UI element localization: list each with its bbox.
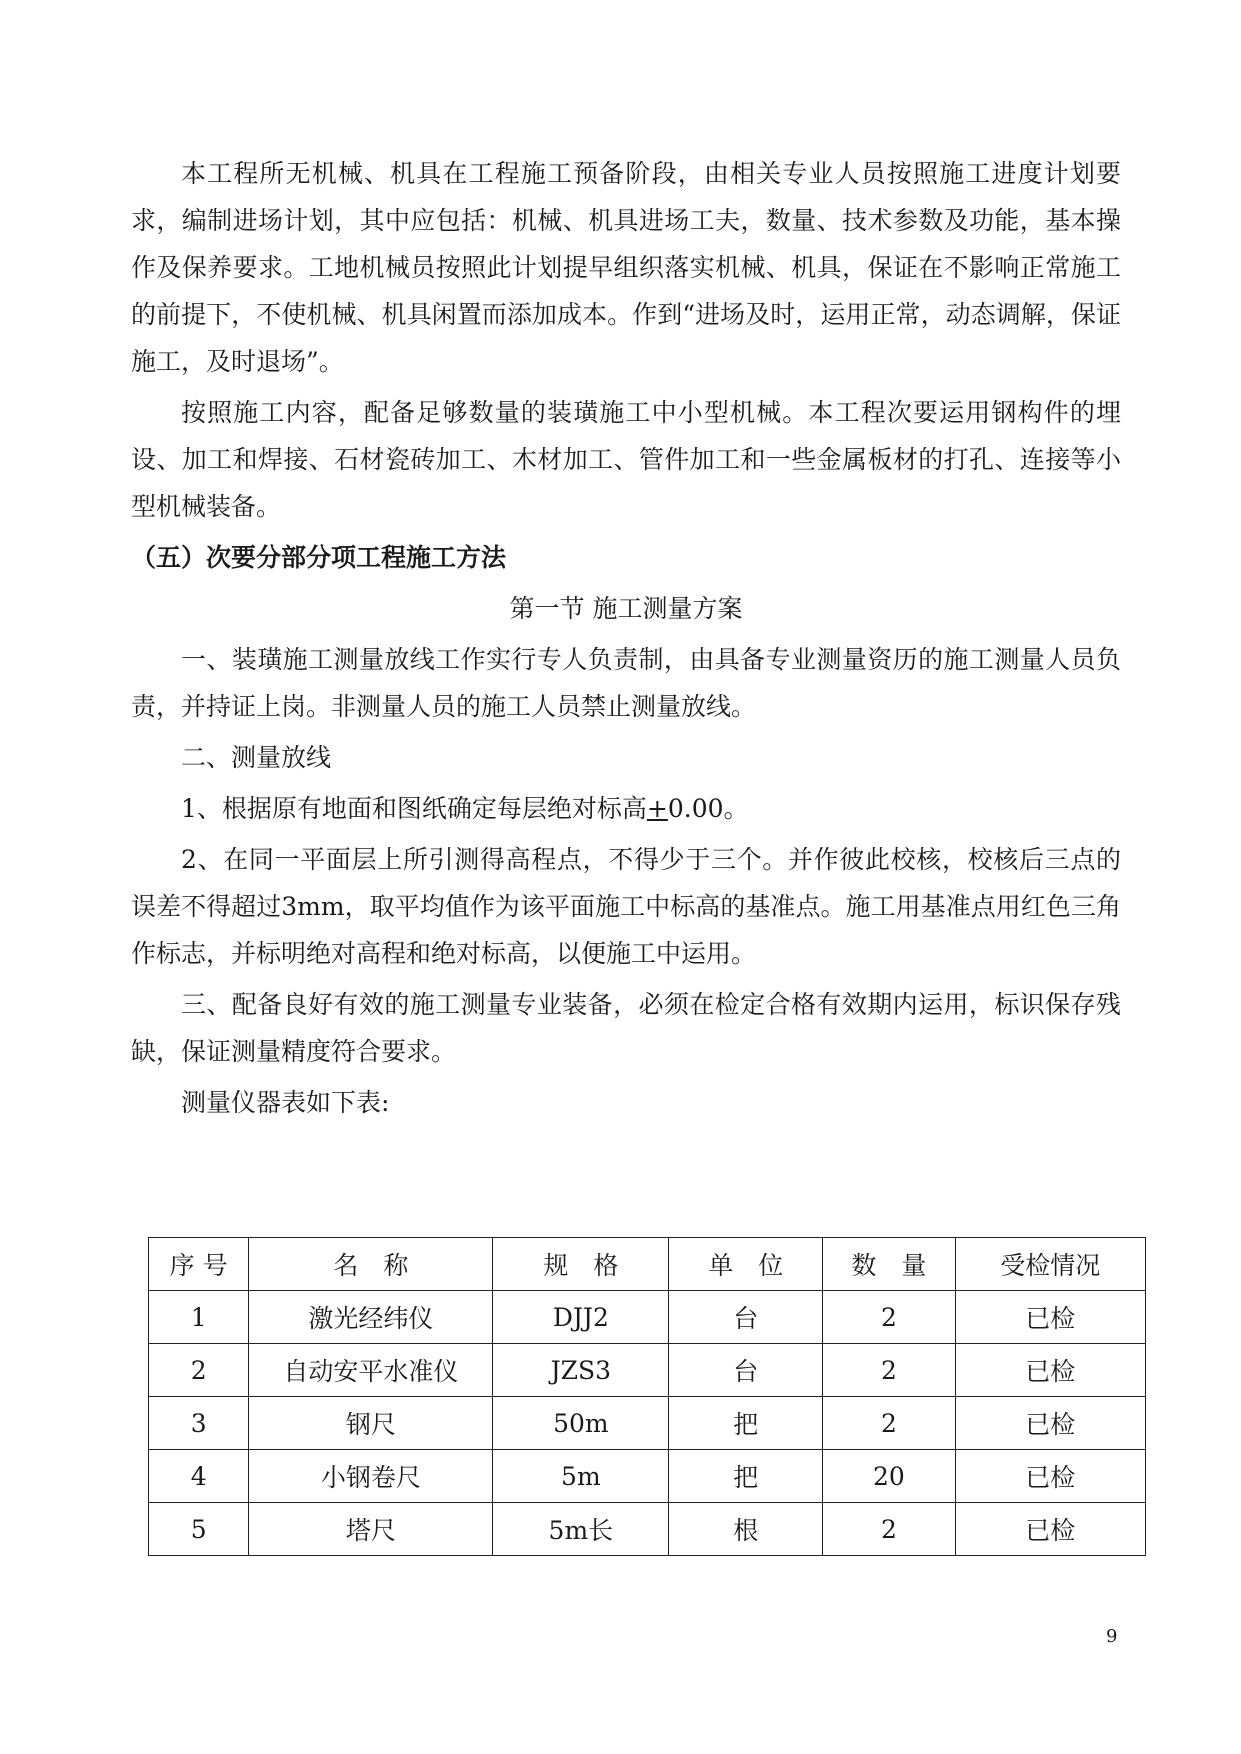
cell-spec: 5m bbox=[493, 1450, 669, 1503]
item-elevation-text: 1、根据原有地面和图纸确定每层绝对标高 bbox=[181, 794, 647, 823]
paragraph-machinery-plan: 本工程所无机械、机具在工程施工预备阶段，由相关专业人员按照施工进度计划要求，编制进场计划，其中应包括：机械、机具进场工夫，数量、技术参数及功能，基本操作及保养要求。工地机械员按照此计划提早组织落实机械、机具，保证在不影响正常施工的前提下，不使机械、机具闲置而添加成本。作到“进场及时，运用正常，动态调解，保证施工，及时退场”。 bbox=[131, 159, 1121, 376]
plus-minus-sign: + bbox=[646, 794, 668, 823]
table-row bbox=[149, 1344, 1146, 1397]
cell-check: 已检 bbox=[955, 1291, 1145, 1344]
cell-seq: 4 bbox=[149, 1450, 249, 1503]
cell-seq: 2 bbox=[149, 1344, 249, 1397]
cell-name: 激光经纬仪 bbox=[249, 1291, 493, 1344]
cell-check: 已检 bbox=[955, 1344, 1145, 1397]
sub-title: 第一节 施工测量方案 bbox=[509, 594, 743, 623]
cell-unit: 根 bbox=[669, 1503, 823, 1556]
cell-spec: 5m长 bbox=[493, 1503, 669, 1556]
table-header-row bbox=[149, 1238, 1146, 1291]
item-survey-heading: 二、测量放线 bbox=[181, 743, 332, 772]
cell-qty: 2 bbox=[823, 1503, 955, 1556]
cell-seq: 5 bbox=[149, 1503, 249, 1556]
cell-unit: 台 bbox=[669, 1344, 823, 1397]
cell-name: 钢尺 bbox=[249, 1397, 493, 1450]
cell-spec: JZS3 bbox=[493, 1344, 669, 1397]
cell-check: 已检 bbox=[955, 1397, 1145, 1450]
item-elevation-value: 0.00。 bbox=[667, 794, 749, 823]
table-row bbox=[149, 1503, 1146, 1556]
table-row bbox=[149, 1291, 1146, 1344]
cell-qty: 2 bbox=[823, 1344, 955, 1397]
table-intro: 测量仪器表如下表: bbox=[181, 1088, 390, 1117]
body-text bbox=[131, 150, 1121, 1130]
page-number: 9 bbox=[1106, 1626, 1118, 1647]
header-seq: 序 号 bbox=[149, 1238, 249, 1291]
table-row bbox=[149, 1397, 1146, 1450]
cell-unit: 把 bbox=[669, 1397, 823, 1450]
cell-qty: 20 bbox=[823, 1450, 955, 1503]
cell-qty: 2 bbox=[823, 1291, 955, 1344]
header-spec: 规 格 bbox=[493, 1238, 669, 1291]
item-benchmark: 2、在同一平面层上所引测得高程点，不得少于三个。并作彼此校核，校核后三点的误差不得超过3mm，取平均值作为该平面施工中标高的基准点。施工用基准点用红色三角作标志，并标明绝对高程和绝对标高，以便施工中运用。 bbox=[131, 845, 1121, 968]
cell-unit: 把 bbox=[669, 1450, 823, 1503]
section-heading: （五）次要分部分项工程施工方法 bbox=[131, 543, 507, 572]
item-equipment: 三、配备良好有效的施工测量专业装备，必须在检定合格有效期内运用，标识保存残缺，保证测量精度符合要求。 bbox=[131, 990, 1121, 1066]
item-responsibility: 一、装璜施工测量放线工作实行专人负责制，由具备专业测量资历的施工测量人员负责，并持证上岗。非测量人员的施工人员禁止测量放线。 bbox=[131, 645, 1121, 721]
paragraph-machinery-equipment: 按照施工内容，配备足够数量的装璜施工中小型机械。本工程次要运用钢构件的埋设、加工和焊接、石材瓷砖加工、木材加工、管件加工和一些金属板材的打孔、连接等小型机械装备。 bbox=[131, 398, 1121, 521]
cell-seq: 1 bbox=[149, 1291, 249, 1344]
cell-seq: 3 bbox=[149, 1397, 249, 1450]
cell-name: 小钢卷尺 bbox=[249, 1450, 493, 1503]
cell-check: 已检 bbox=[955, 1450, 1145, 1503]
item-elevation bbox=[131, 785, 1121, 832]
header-qty: 数 量 bbox=[823, 1238, 955, 1291]
cell-spec: 50m bbox=[493, 1397, 669, 1450]
header-unit: 单 位 bbox=[669, 1238, 823, 1291]
cell-qty: 2 bbox=[823, 1397, 955, 1450]
cell-spec: DJJ2 bbox=[493, 1291, 669, 1344]
table-row bbox=[149, 1450, 1146, 1503]
cell-check: 已检 bbox=[955, 1503, 1145, 1556]
cell-name: 塔尺 bbox=[249, 1503, 493, 1556]
header-name: 名 称 bbox=[249, 1238, 493, 1291]
cell-name: 自动安平水准仪 bbox=[249, 1344, 493, 1397]
cell-unit: 台 bbox=[669, 1291, 823, 1344]
instrument-table bbox=[148, 1237, 1146, 1556]
header-check: 受检情况 bbox=[955, 1238, 1145, 1291]
